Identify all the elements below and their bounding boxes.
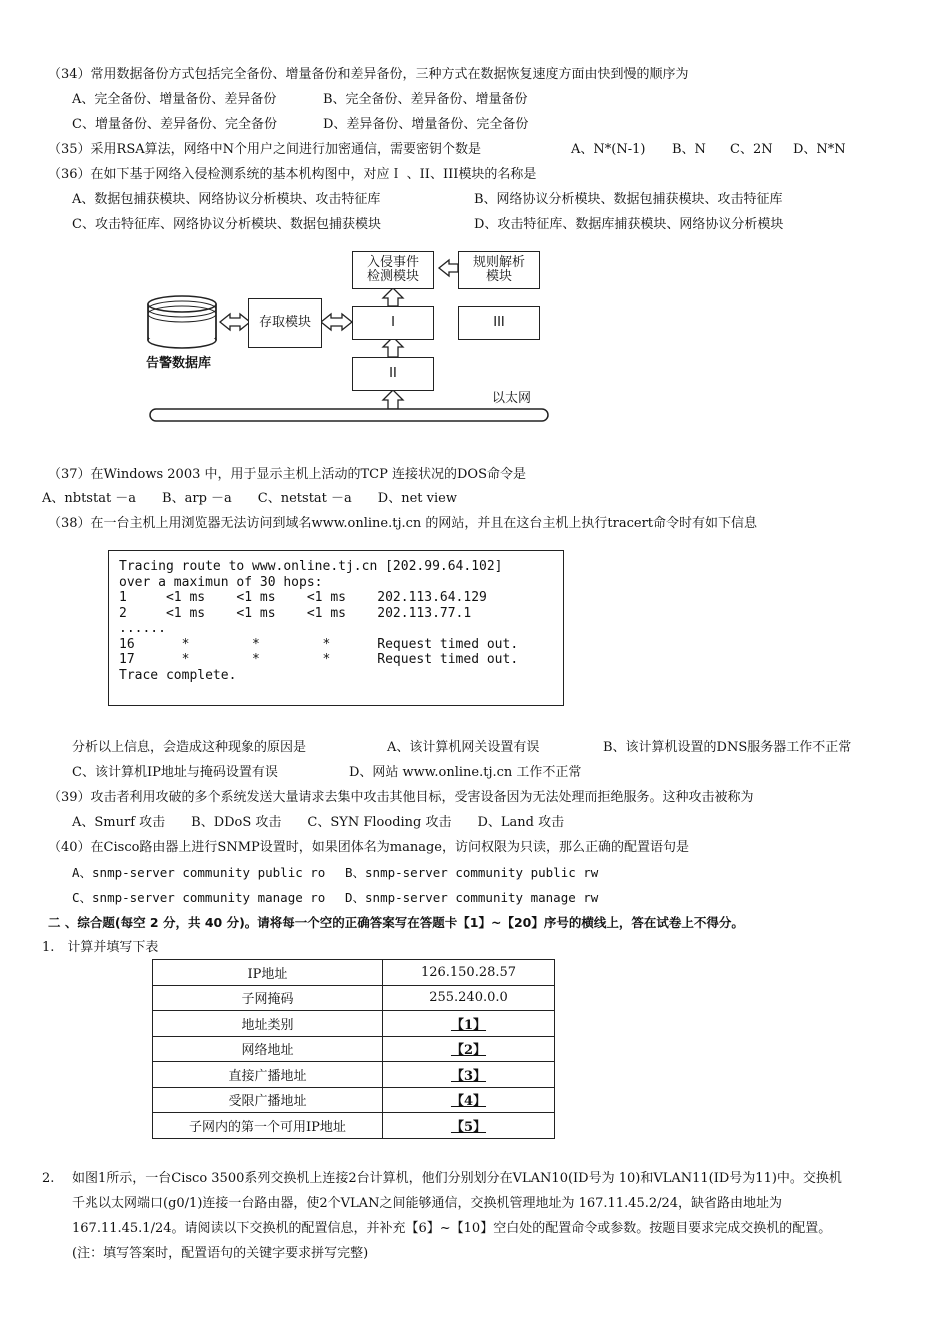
double-arrow-access-mod1 (321, 314, 352, 330)
up-arrow-mod2-mod1 (383, 337, 403, 357)
module-1-label: I (391, 315, 395, 330)
ids-architecture-diagram (140, 244, 560, 444)
table-row (153, 985, 555, 1011)
q38-option-a: A、该计算机网关设置有误 (387, 740, 540, 755)
q38-option-c: C、该计算机IP地址与掩码设置有误 (72, 765, 278, 780)
q38-option-d: D、网站 www.online.tj.cn 工作不正常 (349, 765, 582, 780)
trace-line: 16 * * * Request timed out. (119, 636, 519, 652)
q40-option-b: B、snmp-server community public rw (345, 865, 599, 880)
table-cell: 网络地址 (153, 1036, 383, 1062)
trace-line: over a maximun of 30 hops: (119, 574, 323, 590)
section2-title: 二 、综合题(每空 2 分，共 40 分)。请将每一个空的正确答案写在答题卡【1】~【20】序号的横线上，答在试卷上不得分。 (48, 915, 744, 930)
tracert-output (108, 550, 564, 706)
answer-blank: 【3】 (450, 1068, 487, 1084)
event-detection-module (352, 251, 434, 289)
q35-option-b: B、N (672, 142, 706, 157)
rule-parse-module (458, 251, 540, 289)
section2-item2-line3: 167.11.45.1/24。请阅读以下交换机的配置信息，并补充【6】~【10】空白处的配置命令或参数。按题目要求完成交换机的配置。 (72, 1221, 832, 1236)
rule-label-line1: 规则解析 (472, 255, 525, 270)
q37-stem: （37）在Windows 2003 中，用于显示主机上活动的TCP 连接状况的DOS命令是 (48, 467, 526, 482)
trace-line: 2 <1 ms <1 ms <1 ms 202.113.77.1 (119, 605, 472, 621)
section2-item1: 1. 计算并填写下表 (42, 940, 159, 955)
table-row (153, 1087, 555, 1113)
section2-item2-line1: 如图1所示，一台Cisco 3500系列交换机上连接2台计算机，他们分别划分在VLAN10(ID号为 10)和VLAN11(ID号为11)中。交换机 (72, 1171, 842, 1186)
q40-option-c: C、snmp-server community manage ro (72, 890, 326, 905)
q38-stem: （38）在一台主机上用浏览器无法访问到域名www.online.tj.cn 的网站，并且在这台主机上执行tracert命令时有如下信息 (48, 516, 758, 531)
table-cell: 126.150.28.57 (383, 960, 555, 986)
ethernet-label: 以太网 (492, 391, 532, 406)
q36-option-d: D、攻击特征库、数据库捕获模块、网络协议分析模块 (474, 217, 784, 232)
table-row (153, 1062, 555, 1088)
table-row (153, 1036, 555, 1062)
answer-blank: 【2】 (450, 1043, 487, 1059)
q35-stem: （35）采用RSA算法，网络中N个用户之间进行加密通信，需要密钥个数是 (48, 142, 481, 157)
q39-options: A、Smurf 攻击 B、DDoS 攻击 C、SYN Flooding 攻击 D、Land 攻击 (72, 815, 565, 830)
table-cell: 受限广播地址 (153, 1087, 383, 1113)
q36-stem: （36）在如下基于网络入侵检测系统的基本机构图中，对应Ｉ 、II、III模块的名称是 (48, 167, 537, 182)
module-3 (458, 306, 540, 340)
up-arrow-mod1-event (383, 288, 403, 306)
rule-label-line2: 模块 (485, 269, 512, 284)
q34-option-b: B、完全备份、差异备份、增量备份 (323, 92, 528, 107)
q34-option-a: A、完全备份、增量备份、差异备份 (72, 92, 277, 107)
table-cell: 子网掩码 (153, 985, 383, 1011)
q39-stem: （39）攻击者利用攻破的多个系统发送大量请求去集中攻击其他目标，受害设备因为无法处理而拒绝服务。这种攻击被称为 (48, 790, 754, 805)
left-arrow-rule-event (439, 260, 458, 276)
trace-line: Trace complete. (119, 667, 237, 683)
answer-blank: 【5】 (450, 1119, 487, 1135)
event-label-line2: 检测模块 (366, 269, 419, 284)
module-3-label: III (493, 315, 505, 330)
section2-item2-number: 2. (42, 1171, 55, 1186)
answer-blank: 【1】 (450, 1017, 487, 1033)
q40-option-a: A、snmp-server community public ro (72, 865, 326, 880)
q36-option-b: B、网络协议分析模块、数据包捕获模块、攻击特征库 (474, 192, 783, 207)
q38-option-b: B、该计算机设置的DNS服务器工作不正常 (603, 740, 852, 755)
section2-item2-line4: (注：填写答案时，配置语句的关键字要求拼写完整) (72, 1246, 369, 1261)
table-cell: IP地址 (153, 960, 383, 986)
ethernet-bus (150, 409, 548, 421)
database-label: 告警数据库 (146, 356, 212, 371)
answer-blank: 【4】 (450, 1094, 487, 1110)
q34-stem: （34）常用数据备份方式包括完全备份、增量备份和差异备份，三种方式在数据恢复速度方面由快到慢的顺序为 (48, 67, 689, 82)
module-2 (352, 357, 434, 391)
q34-option-c: C、增量备份、差异备份、完全备份 (72, 117, 277, 132)
q38-analysis: 分析以上信息，会造成这种现象的原因是 (72, 740, 307, 755)
section2-item2-line2: 千兆以太网端口(g0/1)连接一台路由器，使2个VLAN之间能够通信，交换机管理地址为 167.11.45.2/24，缺省路由地址为 (72, 1196, 783, 1211)
q35-option-c: C、2N (730, 142, 773, 157)
table-row (153, 1011, 555, 1037)
trace-line: Tracing route to www.online.tj.cn [202.99.64.102] (119, 559, 503, 574)
table-cell: 地址类别 (153, 1011, 383, 1037)
q37-options: A、nbtstat －a B、arp －a C、netstat －a D、net view (42, 491, 457, 506)
table-row (153, 960, 555, 986)
table-cell: 子网内的第一个可用IP地址 (153, 1113, 383, 1139)
module-2-label: II (389, 366, 397, 381)
double-arrow-db-access (220, 314, 250, 330)
q35-option-a: A、N*(N-1) (571, 142, 646, 157)
ip-calc-table (152, 959, 555, 1139)
q36-option-c: C、攻击特征库、网络协议分析模块、数据包捕获模块 (72, 217, 381, 232)
database-icon (148, 296, 216, 348)
event-label-line1: 入侵事件 (366, 255, 419, 270)
q34-option-d: D、差异备份、增量备份、完全备份 (323, 117, 529, 132)
q40-option-d: D、snmp-server community manage rw (345, 890, 599, 905)
module-1 (352, 306, 434, 340)
table-cell: 直接广播地址 (153, 1062, 383, 1088)
access-module-label: 存取模块 (258, 315, 311, 330)
trace-line: 1 <1 ms <1 ms <1 ms 202.113.64.129 (119, 590, 487, 605)
trace-line: ...... (119, 621, 166, 636)
q36-option-a: A、数据包捕获模块、网络协议分析模块、攻击特征库 (72, 192, 381, 207)
q35-option-d: D、N*N (793, 142, 846, 157)
access-module (248, 298, 322, 348)
trace-line: 17 * * * Request timed out. (119, 652, 519, 667)
q40-stem: （40）在Cisco路由器上进行SNMP设置时，如果团体名为manage，访问权限为只读，那么正确的配置语句是 (48, 840, 689, 855)
up-arrow-ethernet-mod2 (383, 390, 403, 409)
table-cell: 255.240.0.0 (383, 985, 555, 1011)
table-row (153, 1113, 555, 1139)
